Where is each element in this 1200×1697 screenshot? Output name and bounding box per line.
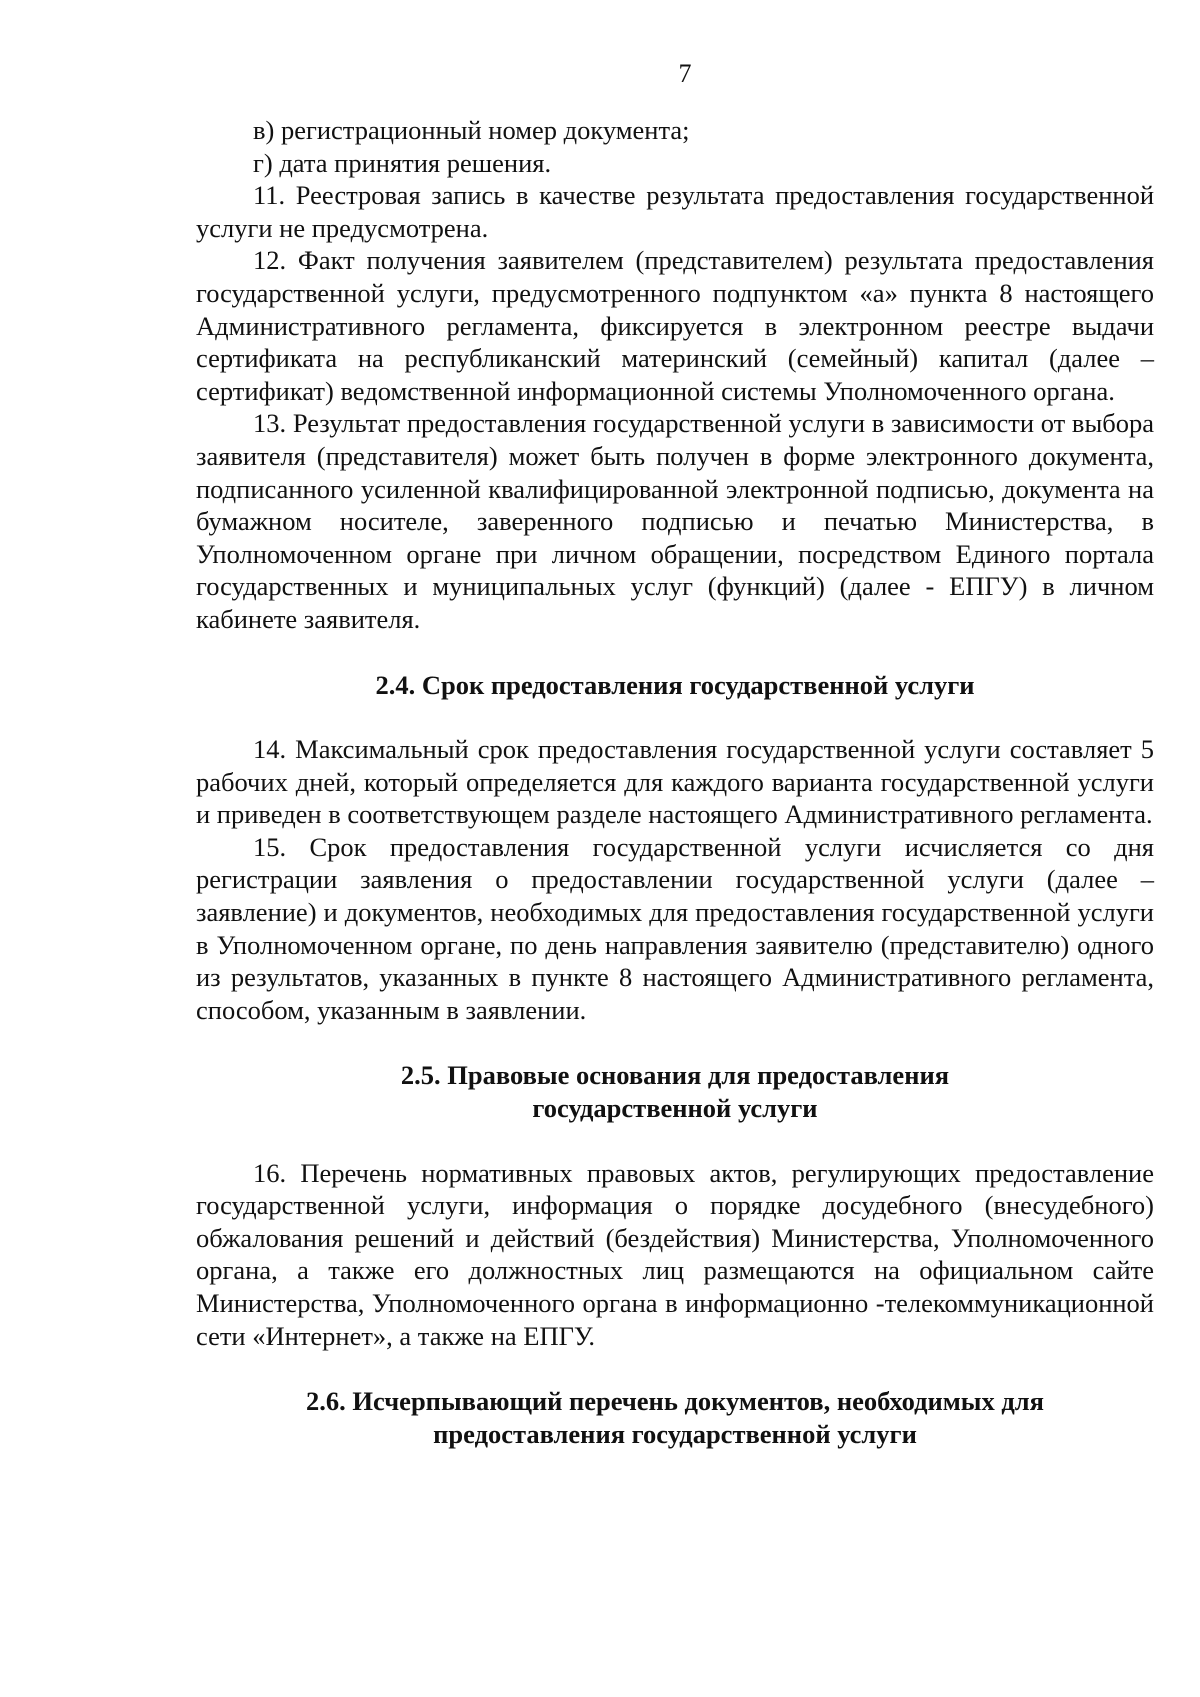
section-heading-2-5-line1: 2.5. Правовые основания для предоставления [400,1060,950,1091]
paragraph-12: 12. Факт получения заявителем (представителем) результата предоставления государственной услуги, предусмотренного подпунктом «а» пункта 8 настоящего Административного регламента, фиксируется в электронном реестре выдачи сертификата на республиканский материнский (семейный) капитал (далее – сертификат) ведомственной информационной системы Уполномоченного органа. [196,245,1154,406]
page-number: 7 [678,59,692,88]
section-heading-2-4 [196,669,1154,702]
document-body [196,114,1154,1450]
paragraph-13: 13. Результат предоставления государственной услуги в зависимости от выбора заявителя (представителя) может быть получен в форме электронного документа, подписанного усиленной квалифицированной электронной подписью, документа на бумажном носителе, заверенного подписью и печатью Министерства, в Уполномоченном органе при личном обращении, посредством Единого портала государственных и муниципальных услуг (функций) (далее - ЕПГУ) в личном кабинете заявителя. [196,408,1154,634]
section-heading-2-6-line2: предоставления государственной услуги [433,1418,917,1449]
section-heading-2-6 [196,1385,1154,1450]
paragraph-15: 15. Срок предоставления государственной услуги исчисляется со дня регистрации заявления о предоставлении государственной услуги (далее – заявление) и документов, необходимых для предоставления государственной услуги в Уполномоченном органе, по день направления заявителю (представителю) одного из результатов, указанных в пункте 8 настоящего Административного регламента, способом, указанным в заявлении. [196,831,1154,1025]
paragraph-16: 16. Перечень нормативных правовых актов, регулирующих предоставление государственной услуги, информация о порядке досудебного (внесудебного) обжалования решений и действий (бездействия) Министерства, Уполномоченного органа, а также его должностных лиц размещаются на официальном сайте Министерства, Уполномоченного органа в информационно -телекоммуникационной сети «Интернет», а также на ЕПГУ. [196,1157,1154,1351]
section-heading-2-4-text: 2.4. Срок предоставления государственной услуги [375,669,975,700]
paragraph-item-v: в) регистрационный номер документа; [253,115,690,145]
paragraph-item-g: г) дата принятия решения. [253,147,552,178]
section-heading-2-5-line2: государственной услуги [532,1093,818,1124]
section-heading-2-6-line1: 2.6. Исчерпывающий перечень документов, необходимых для [306,1386,1044,1417]
paragraph-14: 14. Максимальный срок предоставления государственной услуги составляет 5 рабочих дней, который определяется для каждого варианта государственной услуги и приведен в соответствующем разделе настоящего Административного регламента. [196,734,1154,830]
section-heading-2-5 [196,1059,1154,1124]
paragraph-11: 11. Реестровая запись в качестве результата предоставления государственной услуги не предусмотрена. [196,180,1154,243]
